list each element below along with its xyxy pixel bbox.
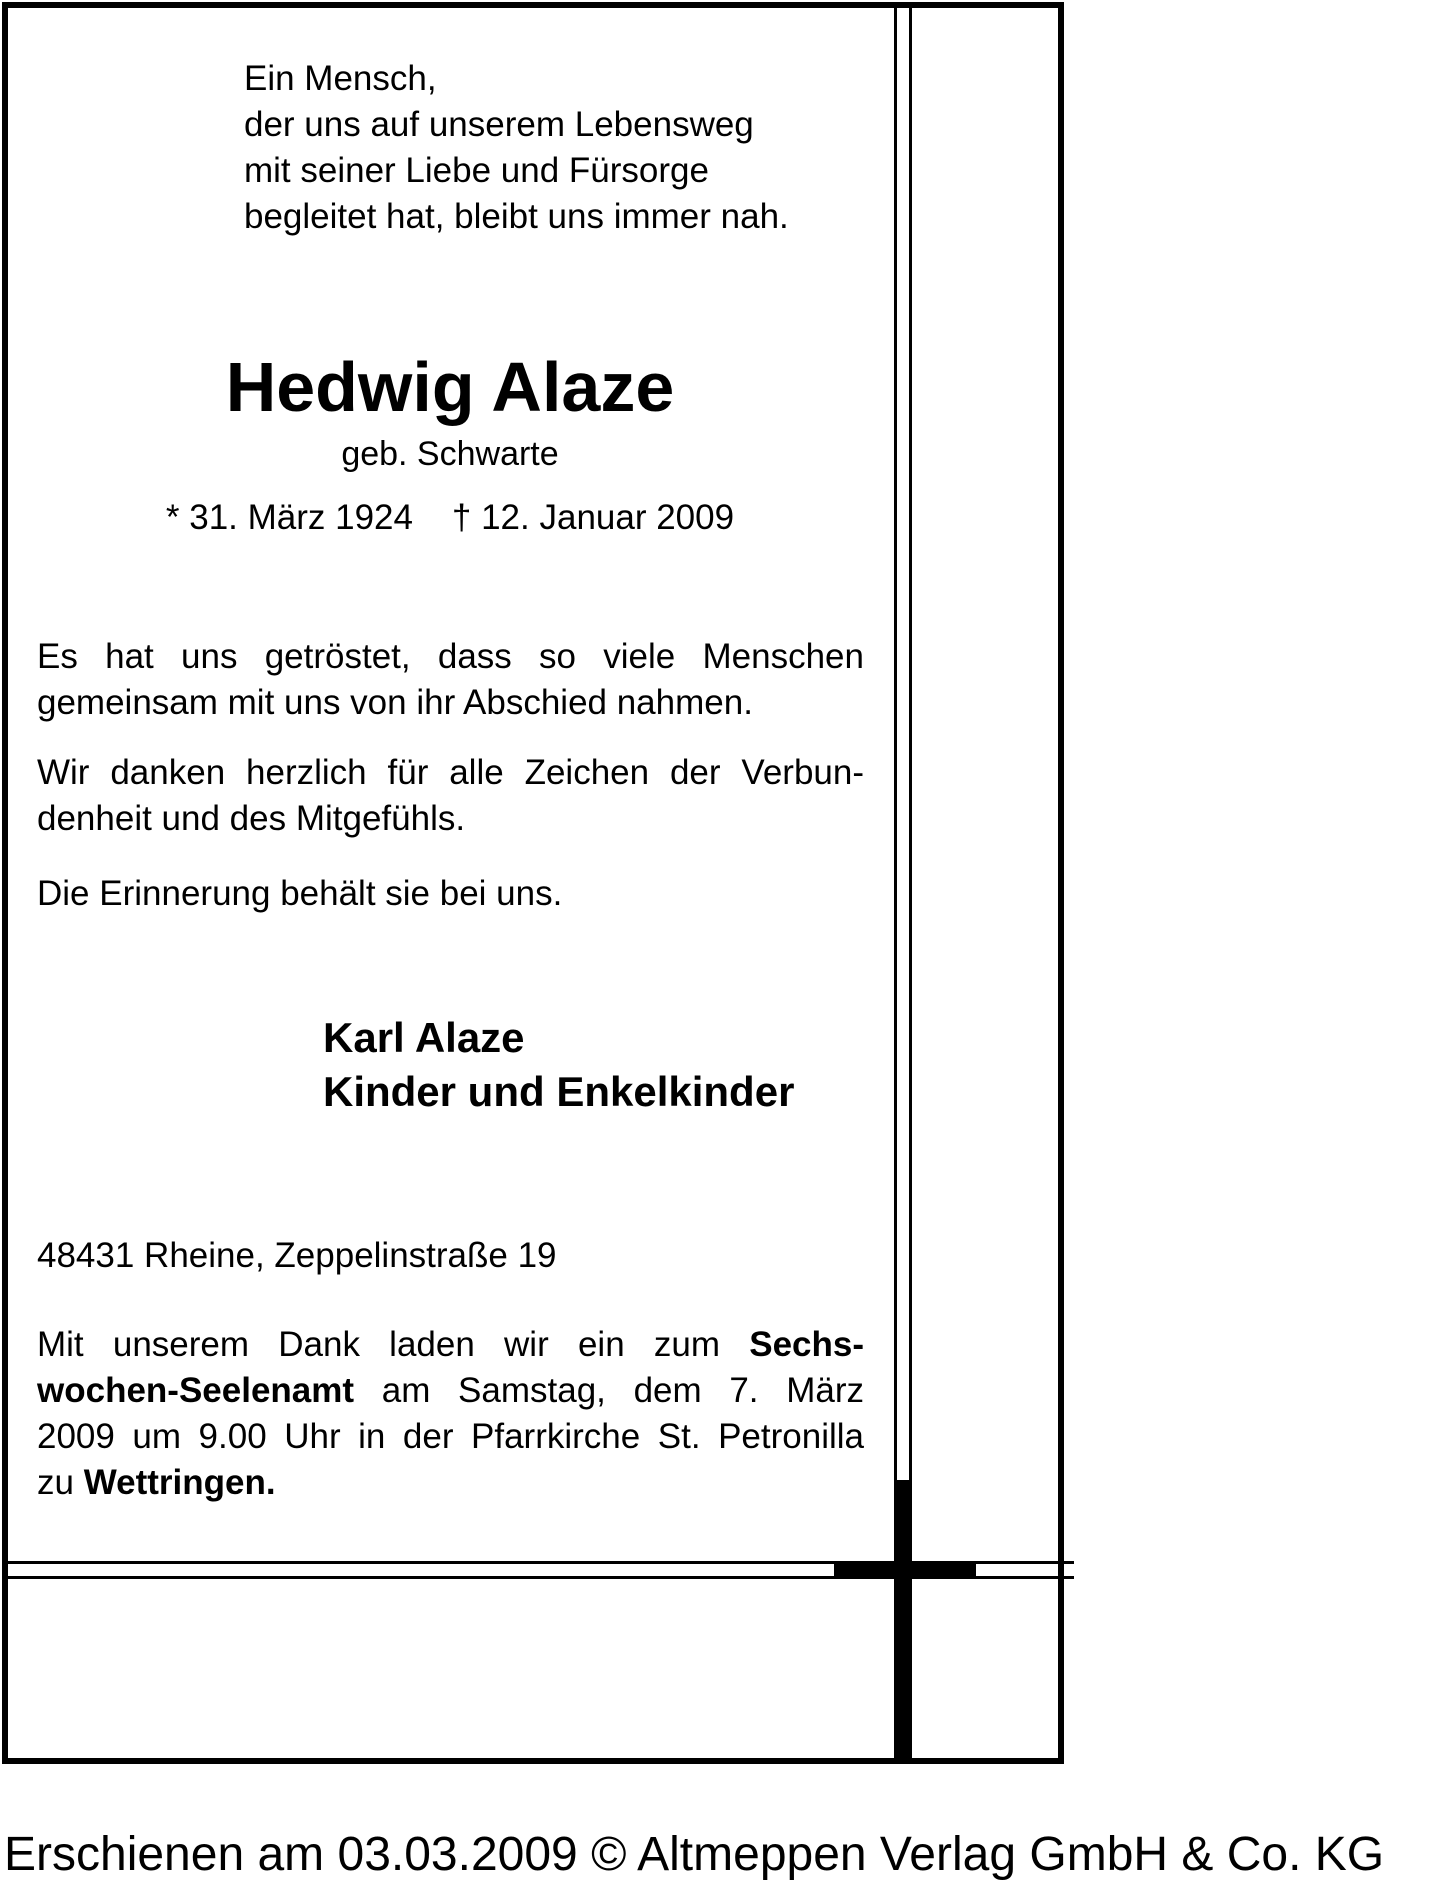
cross-horizontal-bold	[834, 1561, 976, 1578]
maiden-name: geb. Schwarte	[341, 435, 559, 473]
text-line: Wir danken herzlich für alle Zeichen der Verbun-	[37, 753, 864, 792]
poem	[244, 56, 789, 240]
text-fragment: 2009 um 9.00 Uhr in der Pfarrkirche St. Petronilla	[37, 1417, 864, 1456]
text-fragment: zu	[37, 1463, 84, 1502]
death-date: † 12. Januar 2009	[451, 498, 735, 537]
text-line	[37, 1368, 864, 1414]
deceased-name: Hedwig Alaze	[225, 348, 675, 426]
signer-line: Kinder und Enkelkinder	[323, 1068, 795, 1115]
signers	[323, 1011, 794, 1119]
text-fragment-bold: Wettringen.	[83, 1463, 276, 1502]
poem-line: Ein Mensch,	[244, 59, 437, 98]
text-fragment-bold: Sechs-	[749, 1325, 864, 1364]
publication-footer: Erschienen am 03.03.2009 © Altmeppen Verlag GmbH & Co. KG	[4, 1828, 1385, 1881]
text-line	[37, 1322, 864, 1368]
text-line: Die Erinnerung behält sie bei uns.	[37, 874, 563, 913]
cross-vertical-bold	[894, 1480, 912, 1764]
poem-line: mit seiner Liebe und Fürsorge	[244, 151, 709, 190]
text-fragment: am Samstag, dem 7. März	[354, 1371, 864, 1410]
text-line	[37, 1414, 864, 1460]
signer-line: Karl Alaze	[323, 1014, 525, 1061]
thanks-paragraph-1	[37, 634, 864, 726]
mass-invitation	[37, 1322, 864, 1506]
text-line	[37, 1460, 864, 1506]
text-line: Es hat uns getröstet, dass so viele Menschen	[37, 637, 864, 676]
life-dates	[30, 496, 870, 540]
address: 48431 Rheine, Zeppelinstraße 19	[37, 1236, 557, 1275]
birth-date: * 31. März 1924	[165, 498, 413, 537]
poem-line: begleitet hat, bleibt uns immer nah.	[244, 197, 789, 236]
text-fragment-bold: wochen-Seelenamt	[37, 1371, 355, 1410]
thanks-paragraph-2	[37, 750, 864, 842]
text-fragment: Mit unserem Dank laden wir ein zum	[37, 1325, 750, 1364]
text-line: denheit und des Mitgefühls.	[37, 799, 466, 838]
thanks-paragraph-3	[37, 871, 864, 917]
text-line: gemeinsam mit uns von ihr Abschied nahmen.	[37, 683, 753, 722]
poem-line: der uns auf unserem Lebensweg	[244, 105, 754, 144]
